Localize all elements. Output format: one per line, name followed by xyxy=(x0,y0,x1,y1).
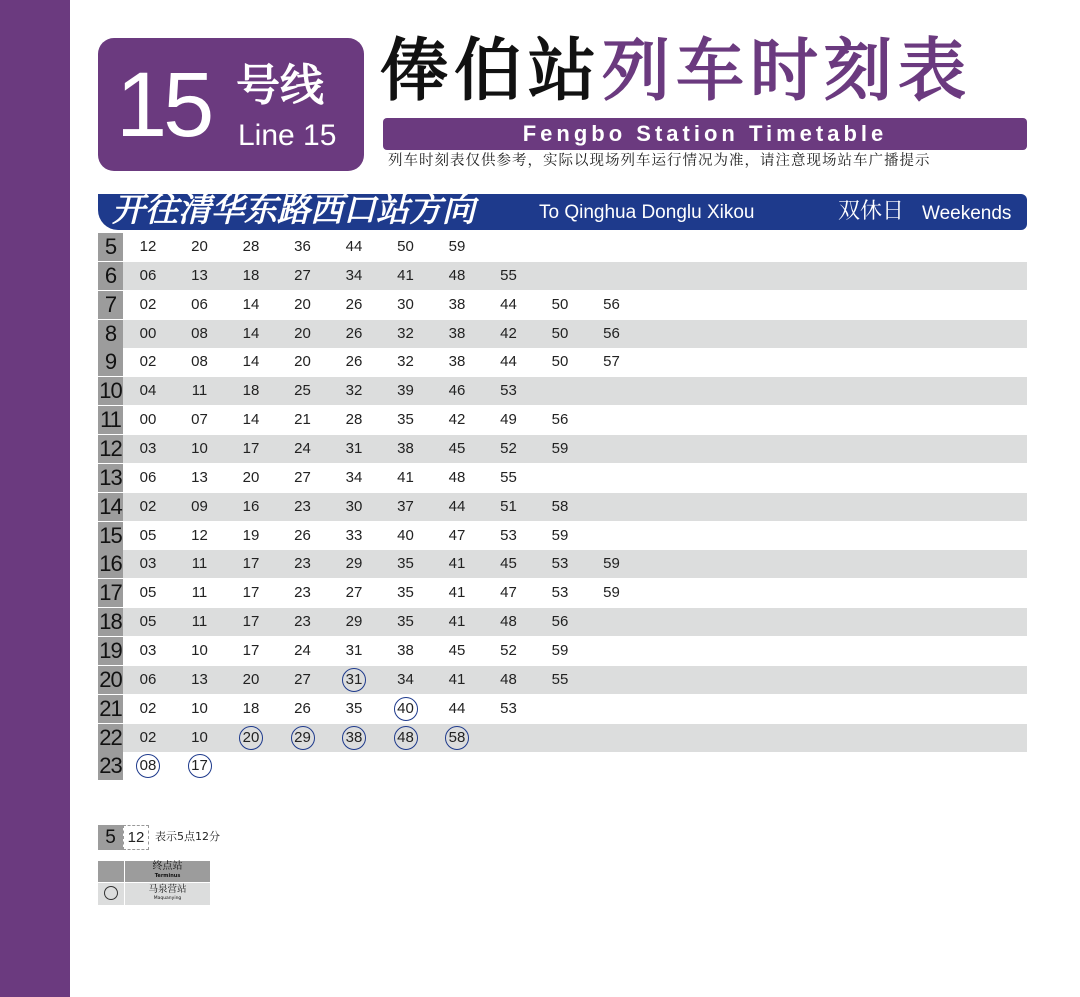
minute-cell: 53 xyxy=(551,555,569,573)
minute-cell: 26 xyxy=(345,295,363,313)
legend-station-cn: 马泉营站 xyxy=(148,884,187,895)
minute-cell: 34 xyxy=(345,468,363,486)
minute-cell: 27 xyxy=(294,468,311,486)
minute-cell: 17 xyxy=(242,613,260,630)
terminus-minute-cell: 58 xyxy=(445,726,469,750)
minute-cell: 57 xyxy=(603,353,620,371)
minute-cell: 14 xyxy=(242,411,260,429)
hour-cell: 5 xyxy=(98,233,123,261)
minute-cell: 23 xyxy=(294,555,311,573)
minute-cell: 35 xyxy=(397,411,414,429)
minute-cell: 29 xyxy=(345,613,363,630)
page-title xyxy=(380,32,972,112)
hour-cell: 20 xyxy=(99,666,122,692)
minute-cell: 44 xyxy=(500,295,517,313)
minute-cell: 47 xyxy=(500,584,517,602)
circle-icon xyxy=(104,886,118,900)
hour-cell: 14 xyxy=(99,493,122,519)
minute-cell: 14 xyxy=(242,295,260,313)
minute-cell: 59 xyxy=(551,641,569,659)
minute-cell: 17 xyxy=(242,641,260,659)
legend-example-text: 表示5点12分 xyxy=(155,830,220,843)
minute-cell: 41 xyxy=(448,584,466,602)
minute-cell: 02 xyxy=(139,497,157,515)
terminus-minute-cell: 38 xyxy=(342,726,366,750)
minute-cell: 00 xyxy=(139,324,157,342)
minute-cell: 10 xyxy=(191,699,208,717)
day-type-cn: 双休日 xyxy=(838,199,905,224)
minute-cell: 48 xyxy=(500,670,517,688)
minute-cell: 27 xyxy=(345,584,363,602)
table-row xyxy=(98,233,1027,261)
table-row xyxy=(98,464,1027,492)
minute-cell: 20 xyxy=(294,295,311,313)
minute-cell: 20 xyxy=(242,468,260,486)
minute-cell: 38 xyxy=(448,324,466,342)
minute-cell: 59 xyxy=(603,555,620,573)
minute-cell: 51 xyxy=(500,497,517,515)
hour-cell: 6 xyxy=(98,262,123,290)
minute-cell: 56 xyxy=(551,411,569,429)
hour-cell: 22 xyxy=(99,724,122,750)
minute-cell: 42 xyxy=(500,324,517,342)
minute-cell: 38 xyxy=(448,353,466,371)
minute-cell: 42 xyxy=(448,411,466,429)
minute-cell: 27 xyxy=(294,670,311,688)
minute-cell: 32 xyxy=(397,353,414,371)
minute-cell: 03 xyxy=(139,440,157,457)
minute-cell: 35 xyxy=(397,613,414,630)
line-number: 15 xyxy=(116,54,211,156)
minute-cell: 59 xyxy=(551,440,569,457)
minute-cell: 55 xyxy=(500,266,517,284)
minute-cell: 18 xyxy=(242,266,260,284)
table-row xyxy=(98,348,1027,376)
table-row xyxy=(98,637,1027,665)
minute-cell: 59 xyxy=(603,584,620,602)
hour-cell: 12 xyxy=(99,436,122,461)
minute-cell: 05 xyxy=(139,526,157,544)
table-row xyxy=(98,724,1027,752)
minute-cell: 56 xyxy=(603,324,620,342)
minute-cell: 29 xyxy=(345,555,363,573)
table-row xyxy=(98,320,1027,348)
minute-cell: 40 xyxy=(397,526,414,544)
minute-cell: 11 xyxy=(191,584,208,602)
table-row xyxy=(98,695,1027,723)
english-title: Fengbo Station Timetable xyxy=(383,118,1027,150)
minute-cell: 31 xyxy=(345,440,363,457)
minute-cell: 35 xyxy=(397,584,414,602)
hour-cell: 21 xyxy=(99,695,122,721)
minute-cell: 06 xyxy=(139,670,157,688)
minute-cell: 48 xyxy=(500,613,517,630)
table-row xyxy=(98,493,1027,521)
hour-cell: 9 xyxy=(98,348,123,376)
terminus-minute-cell: 08 xyxy=(136,754,160,778)
terminus-minute-cell: 17 xyxy=(188,754,212,778)
legend-terminus-corner xyxy=(98,861,124,882)
minute-cell: 17 xyxy=(242,555,260,573)
minute-cell: 13 xyxy=(191,468,208,486)
minute-cell: 20 xyxy=(191,238,208,255)
minute-cell: 12 xyxy=(139,238,157,255)
minute-cell: 10 xyxy=(191,728,208,746)
timetable-title: 列车时刻表 xyxy=(602,32,973,111)
hour-cell: 18 xyxy=(99,609,122,634)
minute-cell: 26 xyxy=(294,699,311,717)
minute-cell: 18 xyxy=(242,382,260,400)
minute-cell: 12 xyxy=(191,526,208,544)
minute-cell: 55 xyxy=(500,468,517,486)
legend-circle-cell xyxy=(98,883,124,905)
side-color-bar xyxy=(0,0,70,997)
table-row xyxy=(98,666,1027,694)
minute-cell: 41 xyxy=(397,266,414,284)
legend-terminus-en: Terminus xyxy=(154,873,181,879)
table-row xyxy=(98,406,1027,434)
minute-cell: 53 xyxy=(500,699,517,717)
hour-cell: 19 xyxy=(99,637,122,663)
minute-cell: 50 xyxy=(551,324,569,342)
minute-cell: 56 xyxy=(551,613,569,630)
minute-cell: 38 xyxy=(397,641,414,659)
legend-station-cell xyxy=(125,883,210,905)
terminus-minute-cell: 29 xyxy=(291,726,315,750)
minute-cell: 27 xyxy=(294,266,311,284)
minute-cell: 53 xyxy=(551,584,569,602)
minute-cell: 26 xyxy=(294,526,311,544)
hour-cell: 8 xyxy=(98,320,123,348)
minute-cell: 06 xyxy=(191,295,208,313)
minute-cell: 17 xyxy=(242,440,260,457)
hour-cell: 23 xyxy=(99,753,122,779)
disclaimer-note: 列车时刻表仅供参考，实际以现场列车运行情况为准，请注意现场站车广播提示 xyxy=(388,153,931,169)
minute-cell: 45 xyxy=(448,440,466,457)
terminus-minute-cell: 31 xyxy=(342,668,366,692)
minute-cell: 41 xyxy=(448,613,466,630)
direction-banner xyxy=(98,190,1027,230)
legend-terminus xyxy=(98,861,210,905)
terminus-minute-cell: 20 xyxy=(239,726,263,750)
minute-cell: 19 xyxy=(242,526,260,544)
table-row xyxy=(98,522,1027,550)
minute-cell: 25 xyxy=(294,382,311,400)
minute-cell: 46 xyxy=(448,382,466,400)
terminus-minute-cell: 48 xyxy=(394,726,418,750)
minute-cell: 21 xyxy=(294,411,311,429)
table-row xyxy=(98,291,1027,319)
direction-en: To Qinghua Donglu Xikou xyxy=(539,202,755,223)
minute-cell: 28 xyxy=(242,238,260,255)
minute-cell: 02 xyxy=(139,353,157,371)
minute-cell: 02 xyxy=(139,295,157,313)
minute-cell: 58 xyxy=(551,497,569,515)
minute-cell: 53 xyxy=(500,526,517,544)
minute-cell: 26 xyxy=(345,324,363,342)
legend-minute-cell: 12 xyxy=(123,825,149,850)
minute-cell: 11 xyxy=(191,382,208,400)
minute-cell: 30 xyxy=(345,497,363,515)
minute-cell: 50 xyxy=(551,353,569,371)
minute-cell: 20 xyxy=(242,670,260,688)
minute-cell: 35 xyxy=(397,555,414,573)
minute-cell: 52 xyxy=(500,440,517,457)
minute-cell: 34 xyxy=(397,670,414,688)
line-label-en: Line 15 xyxy=(238,119,337,152)
minute-cell: 24 xyxy=(294,440,311,457)
minute-cell: 03 xyxy=(139,555,157,573)
hour-cell: 17 xyxy=(99,580,122,606)
minute-cell: 10 xyxy=(191,641,208,659)
minute-cell: 34 xyxy=(345,266,363,284)
table-row xyxy=(98,579,1027,607)
minute-cell: 52 xyxy=(500,641,517,659)
minute-cell: 45 xyxy=(500,555,517,573)
minute-cell: 02 xyxy=(139,699,157,717)
day-type-en: Weekends xyxy=(922,203,1012,224)
minute-cell: 13 xyxy=(191,266,208,284)
direction-cn: 开往清华东路西口站方向 xyxy=(112,190,475,229)
minute-cell: 07 xyxy=(191,411,208,429)
minute-cell: 48 xyxy=(448,468,466,486)
minute-cell: 50 xyxy=(551,295,569,313)
table-row xyxy=(98,377,1027,405)
minute-cell: 03 xyxy=(139,641,157,659)
minute-cell: 59 xyxy=(551,526,569,544)
minute-cell: 17 xyxy=(242,584,260,602)
minute-cell: 11 xyxy=(191,555,208,573)
minute-cell: 41 xyxy=(397,468,414,486)
minute-cell: 53 xyxy=(500,382,517,400)
station-name: 俸伯站 xyxy=(380,32,603,111)
minute-cell: 13 xyxy=(191,670,208,688)
minute-cell: 32 xyxy=(345,382,363,400)
minute-cell: 28 xyxy=(345,411,363,429)
minute-cell: 38 xyxy=(448,295,466,313)
terminus-minute-cell: 40 xyxy=(394,697,418,721)
minute-cell: 59 xyxy=(448,238,466,255)
minute-cell: 05 xyxy=(139,613,157,630)
table-row xyxy=(98,262,1027,290)
minute-cell: 02 xyxy=(139,728,157,746)
hour-cell: 7 xyxy=(98,291,123,319)
line-badge xyxy=(98,38,364,171)
minute-cell: 33 xyxy=(345,526,363,544)
minute-cell: 08 xyxy=(191,353,208,371)
minute-cell: 44 xyxy=(345,238,363,255)
minute-cell: 48 xyxy=(448,266,466,284)
minute-cell: 30 xyxy=(397,295,414,313)
minute-cell: 41 xyxy=(448,555,466,573)
minute-cell: 49 xyxy=(500,411,517,429)
minute-cell: 14 xyxy=(242,324,260,342)
minute-cell: 39 xyxy=(397,382,414,400)
hour-cell: 13 xyxy=(99,464,122,490)
minute-cell: 45 xyxy=(448,641,466,659)
minute-cell: 35 xyxy=(345,699,363,717)
table-row xyxy=(98,435,1027,463)
line-label-cn: 号线 xyxy=(236,60,324,111)
minute-cell: 23 xyxy=(294,584,311,602)
hour-cell: 10 xyxy=(99,378,122,404)
minute-cell: 24 xyxy=(294,641,311,659)
minute-cell: 18 xyxy=(242,699,260,717)
minute-cell: 38 xyxy=(397,440,414,457)
minute-cell: 05 xyxy=(139,584,157,602)
minute-cell: 37 xyxy=(397,497,414,515)
minute-cell: 23 xyxy=(294,497,311,515)
hour-cell: 11 xyxy=(98,406,123,434)
minute-cell: 41 xyxy=(448,670,466,688)
minute-cell: 55 xyxy=(551,670,569,688)
table-row xyxy=(98,608,1027,636)
minute-cell: 20 xyxy=(294,353,311,371)
legend-station-en: Maquanying xyxy=(153,896,182,901)
table-row xyxy=(98,550,1027,578)
minute-cell: 36 xyxy=(294,238,311,255)
hour-cell: 16 xyxy=(99,551,122,577)
minute-cell: 08 xyxy=(191,324,208,342)
minute-cell: 23 xyxy=(294,613,311,630)
minute-cell: 31 xyxy=(345,641,363,659)
table-row xyxy=(98,752,1027,780)
minute-cell: 06 xyxy=(139,468,157,486)
minute-cell: 20 xyxy=(294,324,311,342)
minute-cell: 11 xyxy=(191,613,208,630)
minute-cell: 26 xyxy=(345,353,363,371)
minute-cell: 56 xyxy=(603,295,620,313)
minute-cell: 00 xyxy=(139,411,157,429)
minute-cell: 09 xyxy=(191,497,208,515)
hour-cell: 15 xyxy=(99,522,122,548)
minute-cell: 32 xyxy=(397,324,414,342)
minute-cell: 44 xyxy=(448,497,466,515)
minute-cell: 14 xyxy=(242,353,260,371)
legend-hour-cell: 5 xyxy=(98,825,123,850)
minute-cell: 47 xyxy=(448,526,466,544)
minute-cell: 10 xyxy=(191,440,208,457)
minute-cell: 44 xyxy=(448,699,466,717)
minute-cell: 50 xyxy=(397,238,414,255)
minute-cell: 16 xyxy=(242,497,260,515)
minute-cell: 06 xyxy=(139,266,157,284)
legend-terminus-header xyxy=(125,861,210,882)
minute-cell: 04 xyxy=(139,382,157,400)
legend-terminus-cn: 终点站 xyxy=(152,861,183,872)
minute-cell: 44 xyxy=(500,353,517,371)
